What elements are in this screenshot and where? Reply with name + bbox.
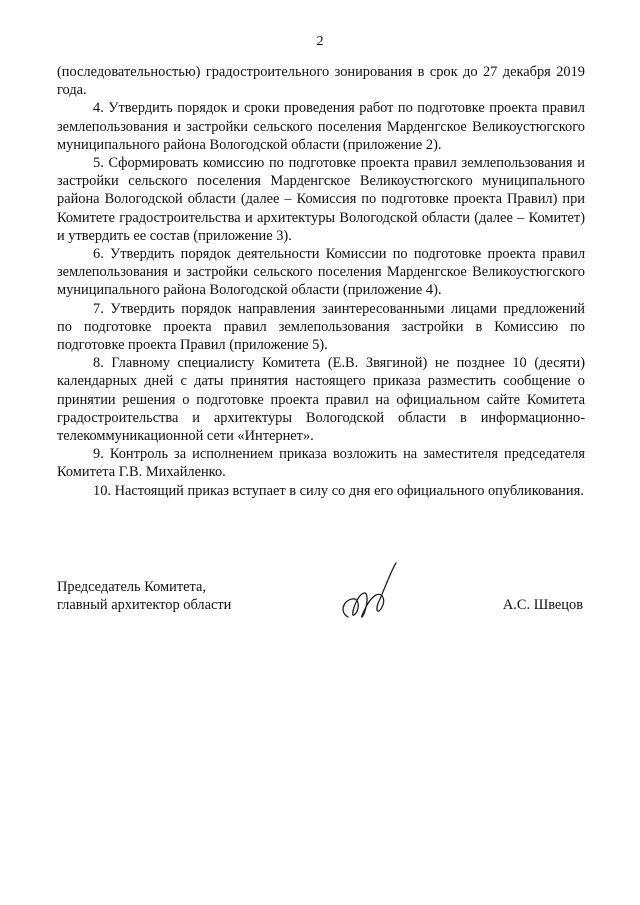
document-body: [57, 63, 585, 500]
paragraph-continuation: (последовательностью) градостроительного зонирования в срок до 27 декабря 2019 года.: [57, 64, 585, 99]
paragraph-item-7: 7. Утвердить порядок направления заинтересованными лицами предложений по подготовке проекта правил землепользования застройки в Комиссию по подготовке проекта Правил (приложение 5).: [57, 300, 585, 354]
signatory-position-line2: главный архитектор области: [57, 597, 232, 614]
page-number: 2: [316, 34, 324, 49]
signatory-name: А.С. Швецов: [502, 597, 583, 613]
paragraph-item-4: 4. Утвердить порядок и сроки проведения работ по подготовке проекта правил землепользования и застройки сельского поселения Марденгское Великоустюгского муниципального района Вологодской области (приложение 2).: [57, 100, 585, 153]
paragraph-item-8: 8. Главному специалисту Комитета (Е.В. Звягиной) не позднее 10 (десяти) календарных дней с даты принятия настоящего приказа разместить сообщение о принятии решения о подготовке проекта правил на официальном сайте Комитета градостроительства и архитектуры Вологодской области в информационно-телекоммуникационной сети «Интернет».: [57, 355, 585, 445]
paragraph-item-6: 6. Утвердить порядок деятельности Комиссии по подготовке проекта правил землепользования и застройки сельского поселения Марденгское Великоустюгского муниципального района Вологодской области (приложение 4).: [57, 246, 585, 299]
paragraph-item-10: 10. Настоящий приказ вступает в силу со дня его официального опубликования.: [93, 482, 584, 499]
signatory-position-line1: Председатель Комитета,: [57, 579, 206, 595]
paragraph-item-9: 9. Контроль за исполнением приказа возложить на заместителя председателя Комитета Г.В. Михайленко.: [57, 446, 585, 481]
signatory-position: [57, 578, 231, 614]
paragraph-item-5: 5. Сформировать комиссию по подготовке проекта правил землепользования и застройки сельского поселения Марденгское Великоустюгского муниципального района Вологодской области (далее – Комиссия по подготовке проекта Правил) при Комитете градостроительства и архитектуры Вологодской области (далее – Комитет) и утвердить ее состав (приложение 3).: [57, 155, 585, 244]
handwritten-signature: [330, 555, 410, 635]
signature-block: [57, 578, 585, 638]
